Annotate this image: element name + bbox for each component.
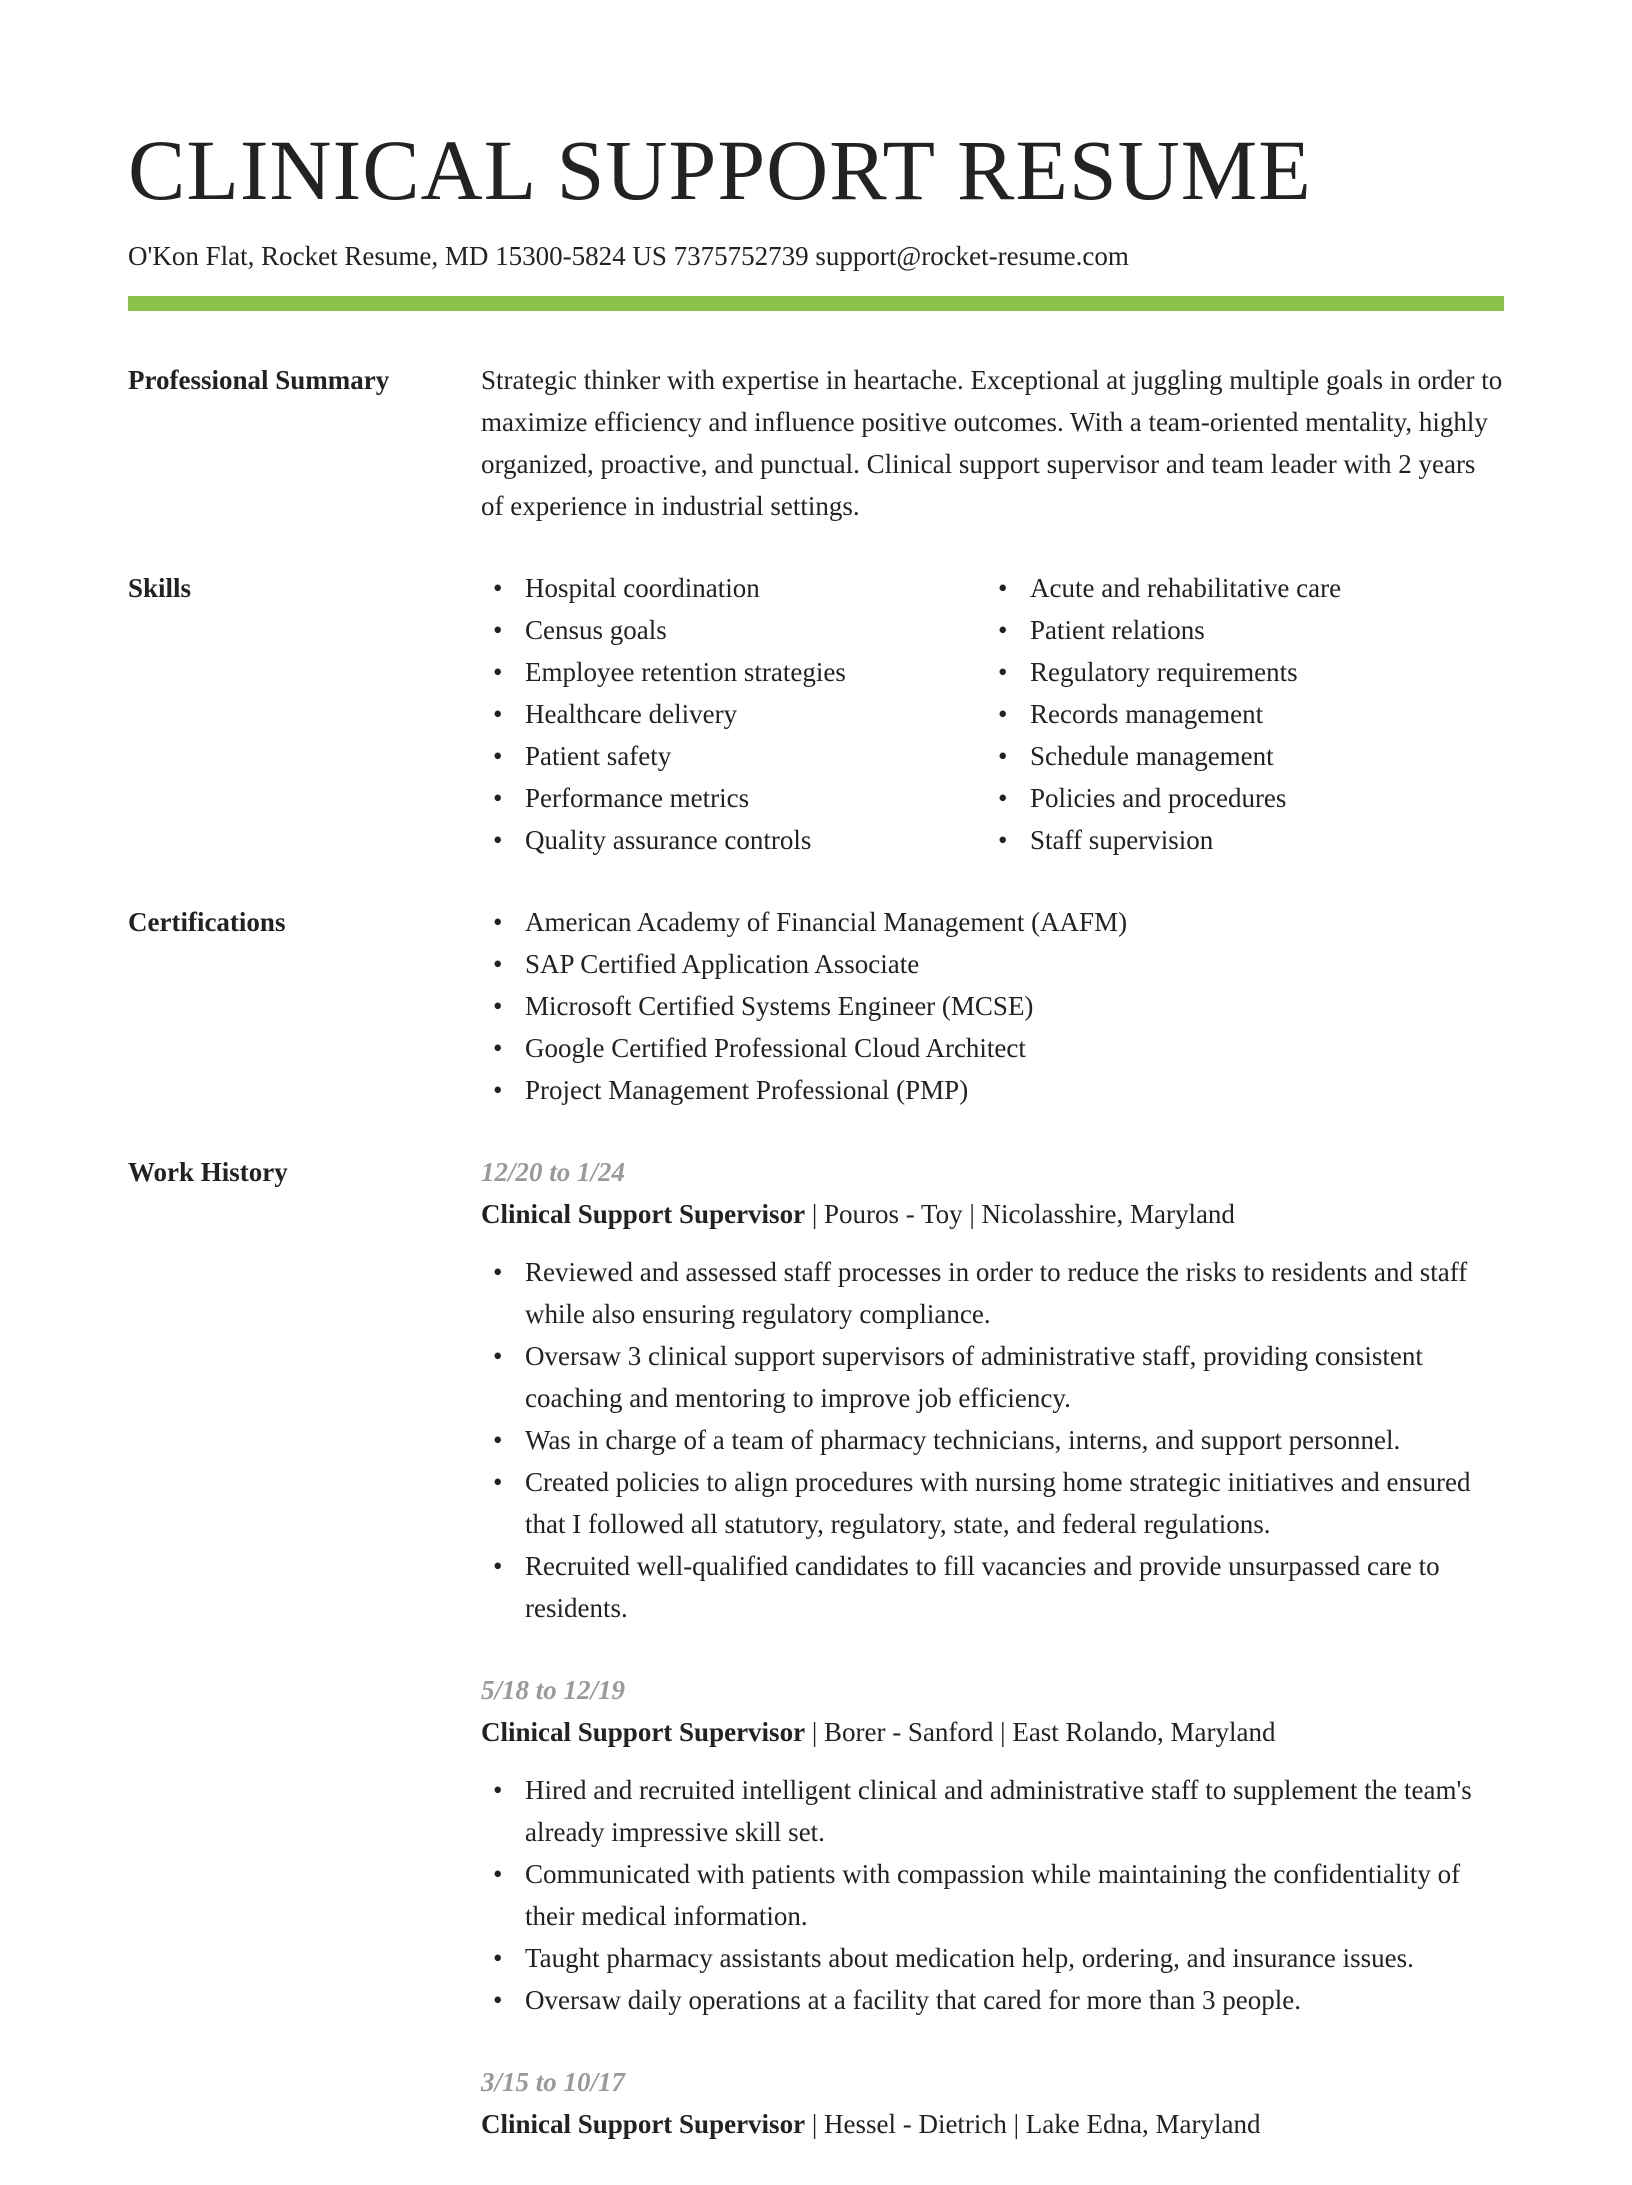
job-bullets xyxy=(481,1251,1504,1629)
skill-item: • Healthcare delivery xyxy=(481,693,986,735)
skills-section xyxy=(128,567,1504,861)
job-bullet: • Was in charge of a team of pharmacy technicians, interns, and support personnel. xyxy=(481,1419,1504,1461)
section-title-work-history: Work History xyxy=(128,1157,288,1187)
skill-item: • Records management xyxy=(986,693,1491,735)
skill-item: • Quality assurance controls xyxy=(481,819,986,861)
skill-item: • Employee retention strategies xyxy=(481,651,986,693)
job-employer-location: | Pouros - Toy | Nicolasshire, Maryland xyxy=(805,1199,1235,1229)
job-bullet: • Created policies to align procedures with nursing home strategic initiatives and ensured that I followed all statutory, regulatory, state, and federal regulations. xyxy=(481,1461,1504,1545)
job-title: Clinical Support Supervisor xyxy=(481,1199,806,1229)
job-title: Clinical Support Supervisor xyxy=(481,2109,806,2139)
job-title: Clinical Support Supervisor xyxy=(481,1717,806,1747)
certifications-section xyxy=(128,901,1504,1111)
skill-item: • Patient relations xyxy=(986,609,1491,651)
job-employer-location: | Borer - Sanford | East Rolando, Maryland xyxy=(805,1717,1276,1747)
skills-list-left xyxy=(481,567,986,861)
skill-item: • Staff supervision xyxy=(986,819,1491,861)
skill-item: • Performance metrics xyxy=(481,777,986,819)
job-bullet: • Taught pharmacy assistants about medication help, ordering, and insurance issues. xyxy=(481,1937,1504,1979)
certifications-list xyxy=(481,901,1504,1111)
skill-item: • Acute and rehabilitative care xyxy=(986,567,1491,609)
job-entry xyxy=(481,1151,1504,1629)
job-bullet: • Communicated with patients with compassion while maintaining the confidentiality of their medical information. xyxy=(481,1853,1504,1937)
job-dates: 3/15 to 10/17 xyxy=(481,2067,626,2097)
skill-item: • Schedule management xyxy=(986,735,1491,777)
work-history-section xyxy=(128,1151,1504,2185)
job-bullet: • Oversaw 3 clinical support supervisors of administrative staff, providing consistent coaching and mentoring to improve job efficiency. xyxy=(481,1335,1504,1419)
skill-item: • Regulatory requirements xyxy=(986,651,1491,693)
skill-item: • Census goals xyxy=(481,609,986,651)
resume-title: CLINICAL SUPPORT RESUME xyxy=(128,122,1312,218)
certification-item: • American Academy of Financial Management (AAFM) xyxy=(481,901,1504,943)
skills-list-right xyxy=(986,567,1491,861)
certification-item: • SAP Certified Application Associate xyxy=(481,943,1504,985)
contact-line: O'Kon Flat, Rocket Resume, MD 15300-5824 US 7375752739 support@rocket-resume.com xyxy=(128,241,1129,271)
section-title-certifications: Certifications xyxy=(128,907,286,937)
certification-item: • Microsoft Certified Systems Engineer (MCSE) xyxy=(481,985,1504,1027)
skill-item: • Patient safety xyxy=(481,735,986,777)
section-title-summary: Professional Summary xyxy=(128,365,390,395)
summary-text: Strategic thinker with expertise in heartache. Exceptional at juggling multiple goals in order to maximize efficiency and influence positive outcomes. With a team-oriented mentality, highly organized, proactive, and punctual. Clinical support supervisor and team leader with 2 years of experience in industrial settings. xyxy=(481,365,1503,521)
section-title-skills: Skills xyxy=(128,573,192,603)
job-bullet: • Recruited well-qualified candidates to fill vacancies and provide unsurpassed care to residents. xyxy=(481,1545,1504,1629)
jobs-list xyxy=(481,1151,1504,2185)
job-dates: 12/20 to 1/24 xyxy=(481,1157,626,1187)
job-title-line xyxy=(481,2103,1504,2145)
summary-section xyxy=(128,359,1504,527)
job-title-line xyxy=(481,1711,1504,1753)
skill-item: • Hospital coordination xyxy=(481,567,986,609)
job-bullet: • Hired and recruited intelligent clinical and administrative staff to supplement the team's already impressive skill set. xyxy=(481,1769,1504,1853)
job-dates: 5/18 to 12/19 xyxy=(481,1675,626,1705)
job-employer-location: | Hessel - Dietrich | Lake Edna, Maryland xyxy=(805,2109,1261,2139)
job-entry xyxy=(481,1669,1504,2021)
job-bullets xyxy=(481,1769,1504,2021)
certification-item: • Google Certified Professional Cloud Architect xyxy=(481,1027,1504,1069)
job-title-line xyxy=(481,1193,1504,1235)
job-bullet: • Oversaw daily operations at a facility that cared for more than 3 people. xyxy=(481,1979,1504,2021)
skills-grid xyxy=(481,567,1504,861)
job-entry xyxy=(481,2061,1504,2145)
skill-item: • Policies and procedures xyxy=(986,777,1491,819)
certification-item: • Project Management Professional (PMP) xyxy=(481,1069,1504,1111)
accent-divider xyxy=(128,296,1504,311)
job-bullet: • Reviewed and assessed staff processes in order to reduce the risks to residents and staff while also ensuring regulatory compliance. xyxy=(481,1251,1504,1335)
